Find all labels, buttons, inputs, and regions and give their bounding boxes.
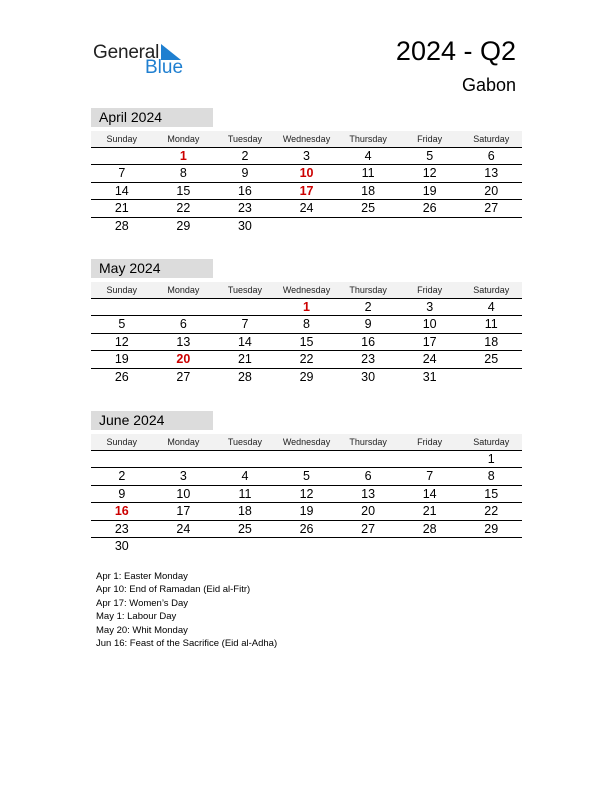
day-cell xyxy=(337,538,399,554)
day-cell: 21 xyxy=(422,504,437,519)
day-cell: 30 xyxy=(237,218,252,233)
weekday-label: Wednesday xyxy=(282,437,331,447)
day-cell: 2 xyxy=(241,149,249,163)
day-cell xyxy=(214,538,276,554)
day-cell: 26 xyxy=(114,369,129,384)
day-cell: 11 xyxy=(484,317,498,332)
weekday-header-row xyxy=(91,434,522,451)
day-cell: 28 xyxy=(422,521,437,536)
holiday-day-cell: 1 xyxy=(303,300,310,314)
day-cell: 17 xyxy=(176,504,191,519)
weekday-label: Wednesday xyxy=(282,134,331,144)
day-cell: 18 xyxy=(484,334,499,349)
day-cell: 10 xyxy=(176,486,191,501)
day-cell: 2 xyxy=(118,469,126,484)
holiday-day-cell: 17 xyxy=(299,183,314,198)
day-cell: 12 xyxy=(422,166,437,181)
day-cell: 19 xyxy=(114,352,129,367)
day-cell xyxy=(276,451,338,467)
day-cell: 22 xyxy=(176,201,191,216)
day-cell xyxy=(91,299,153,315)
holiday-day-cell: 16 xyxy=(114,504,129,519)
calendar-grid xyxy=(91,282,522,385)
day-cell: 20 xyxy=(361,504,376,519)
day-cell: 28 xyxy=(237,369,252,384)
day-cell: 6 xyxy=(179,317,187,332)
day-cell xyxy=(276,218,338,234)
day-cell: 4 xyxy=(241,469,249,484)
day-cell: 14 xyxy=(114,183,129,198)
weekday-label: Thursday xyxy=(349,285,387,295)
month-block-june xyxy=(91,411,522,554)
day-cell xyxy=(337,451,399,467)
day-cell: 8 xyxy=(179,166,187,181)
weekday-label: Tuesday xyxy=(227,437,263,447)
day-cell: 7 xyxy=(426,469,434,484)
day-cell: 8 xyxy=(487,469,495,484)
day-cell: 9 xyxy=(118,486,126,501)
day-cell: 1 xyxy=(487,452,495,466)
holiday-day-cell: 20 xyxy=(176,352,191,367)
day-cell: 23 xyxy=(237,201,252,216)
week-row xyxy=(91,503,522,520)
day-cell: 13 xyxy=(484,166,499,181)
weekday-label: Friday xyxy=(417,437,443,447)
day-cell: 21 xyxy=(114,201,129,216)
weekday-label: Sunday xyxy=(106,134,138,144)
day-cell xyxy=(399,538,461,554)
weekday-label: Saturday xyxy=(473,437,510,447)
weekday-label: Tuesday xyxy=(227,285,263,295)
week-row xyxy=(91,351,522,368)
day-cell: 19 xyxy=(422,183,437,198)
day-cell: 11 xyxy=(238,486,252,501)
day-cell: 26 xyxy=(299,521,314,536)
month-title: May 2024 xyxy=(91,259,213,278)
country-name: Gabon xyxy=(461,75,516,95)
day-cell: 27 xyxy=(484,201,499,216)
calendar-grid xyxy=(91,131,522,234)
day-cell: 3 xyxy=(303,149,310,163)
day-cell: 16 xyxy=(237,183,252,198)
logo-word-blue: Blue xyxy=(145,57,184,78)
week-row xyxy=(91,486,522,503)
day-cell: 12 xyxy=(114,334,129,349)
day-cell: 9 xyxy=(241,166,249,181)
holiday-note: Apr 17: Women’s Day xyxy=(96,597,189,609)
week-row xyxy=(91,165,522,182)
day-cell xyxy=(214,451,276,467)
day-cell: 6 xyxy=(364,469,372,484)
day-cell: 25 xyxy=(484,352,499,367)
logo-word-general: General xyxy=(93,42,160,63)
weekday-label: Monday xyxy=(167,285,200,295)
day-cell xyxy=(460,538,522,554)
day-cell: 7 xyxy=(241,317,249,332)
day-cell: 14 xyxy=(237,334,252,349)
day-cell xyxy=(337,218,399,234)
day-cell: 29 xyxy=(299,369,314,384)
day-cell: 14 xyxy=(422,486,437,501)
day-cell: 6 xyxy=(487,149,495,163)
day-cell: 5 xyxy=(303,469,310,484)
day-cell: 22 xyxy=(484,504,499,519)
day-cell: 2 xyxy=(364,300,372,314)
brand-logo xyxy=(93,40,193,80)
day-cell: 23 xyxy=(114,521,129,536)
week-row xyxy=(91,316,522,333)
day-cell: 22 xyxy=(299,352,314,367)
weekday-label: Saturday xyxy=(473,285,510,295)
weekday-label: Saturday xyxy=(473,134,510,144)
day-cell: 4 xyxy=(364,149,372,163)
day-cell: 18 xyxy=(361,183,376,198)
day-cell: 24 xyxy=(176,521,191,536)
weekday-label: Sunday xyxy=(106,437,138,447)
weekday-label: Friday xyxy=(417,285,443,295)
weekday-label: Monday xyxy=(167,134,200,144)
day-cell xyxy=(399,451,461,467)
day-cell xyxy=(153,538,215,554)
holiday-note: May 1: Labour Day xyxy=(96,611,177,623)
weekday-label: Thursday xyxy=(349,134,387,144)
holiday-notes xyxy=(96,570,277,650)
day-cell: 24 xyxy=(299,201,314,216)
holiday-day-cell: 1 xyxy=(179,149,187,163)
day-cell: 23 xyxy=(361,352,376,367)
week-row xyxy=(91,148,522,165)
week-row xyxy=(91,468,522,485)
weekday-label: Tuesday xyxy=(227,134,263,144)
weekday-header-row xyxy=(91,282,522,299)
week-row xyxy=(91,369,522,385)
day-cell: 13 xyxy=(361,486,376,501)
holiday-day-cell: 10 xyxy=(299,166,314,181)
day-cell: 15 xyxy=(176,183,191,198)
day-cell: 30 xyxy=(114,538,129,553)
weekday-label: Monday xyxy=(167,437,200,447)
holiday-note: May 20: Whit Monday xyxy=(96,624,188,636)
day-cell: 16 xyxy=(361,334,376,349)
day-cell xyxy=(153,299,215,315)
day-cell: 5 xyxy=(426,149,434,163)
day-cell: 10 xyxy=(422,317,437,332)
day-cell xyxy=(460,218,522,234)
day-cell: 11 xyxy=(361,166,375,181)
day-cell: 20 xyxy=(484,183,499,198)
day-cell: 9 xyxy=(364,317,372,332)
weekday-label: Friday xyxy=(417,134,443,144)
day-cell: 17 xyxy=(422,334,437,349)
day-cell: 26 xyxy=(422,201,437,216)
day-cell: 28 xyxy=(114,218,129,233)
weekday-label: Thursday xyxy=(349,437,387,447)
week-row xyxy=(91,218,522,234)
day-cell: 29 xyxy=(176,218,191,233)
weekday-label: Sunday xyxy=(106,285,138,295)
holiday-note: Jun 16: Feast of the Sacrifice (Eid al-Adha) xyxy=(96,638,278,650)
day-cell: 4 xyxy=(487,300,495,314)
day-cell: 31 xyxy=(422,369,437,384)
day-cell: 27 xyxy=(176,369,191,384)
month-block-april xyxy=(91,108,522,234)
week-row xyxy=(91,299,522,316)
holiday-note: Apr 10: End of Ramadan (Eid al-Fitr) xyxy=(96,584,251,596)
day-cell: 13 xyxy=(176,334,191,349)
day-cell: 15 xyxy=(484,486,499,501)
day-cell xyxy=(276,538,338,554)
week-row xyxy=(91,538,522,554)
day-cell: 12 xyxy=(299,486,314,501)
day-cell: 24 xyxy=(422,352,437,367)
day-cell: 25 xyxy=(361,201,376,216)
day-cell xyxy=(460,369,522,385)
day-cell: 25 xyxy=(237,521,252,536)
day-cell: 21 xyxy=(237,352,252,367)
month-title: April 2024 xyxy=(91,108,213,127)
calendar-grid xyxy=(91,434,522,554)
day-cell: 29 xyxy=(484,521,499,536)
day-cell: 15 xyxy=(299,334,314,349)
week-row xyxy=(91,521,522,538)
day-cell: 3 xyxy=(179,469,187,484)
day-cell xyxy=(91,148,153,164)
day-cell xyxy=(399,218,461,234)
day-cell xyxy=(153,451,215,467)
day-cell: 3 xyxy=(426,300,434,314)
day-cell: 19 xyxy=(299,504,314,519)
day-cell: 18 xyxy=(237,504,252,519)
day-cell: 5 xyxy=(118,317,126,332)
holiday-note: Apr 1: Easter Monday xyxy=(96,571,188,582)
day-cell xyxy=(214,299,276,315)
page-title: 2024 - Q2 xyxy=(395,36,516,66)
day-cell: 7 xyxy=(118,166,126,181)
week-row xyxy=(91,451,522,468)
weekday-header-row xyxy=(91,131,522,148)
day-cell: 8 xyxy=(303,317,310,332)
weekday-label: Wednesday xyxy=(282,285,331,295)
week-row xyxy=(91,200,522,217)
day-cell xyxy=(91,451,153,467)
month-block-may xyxy=(91,259,522,385)
month-title: June 2024 xyxy=(91,411,213,430)
week-row xyxy=(91,334,522,351)
day-cell: 30 xyxy=(361,369,376,384)
day-cell: 27 xyxy=(361,521,376,536)
week-row xyxy=(91,183,522,200)
